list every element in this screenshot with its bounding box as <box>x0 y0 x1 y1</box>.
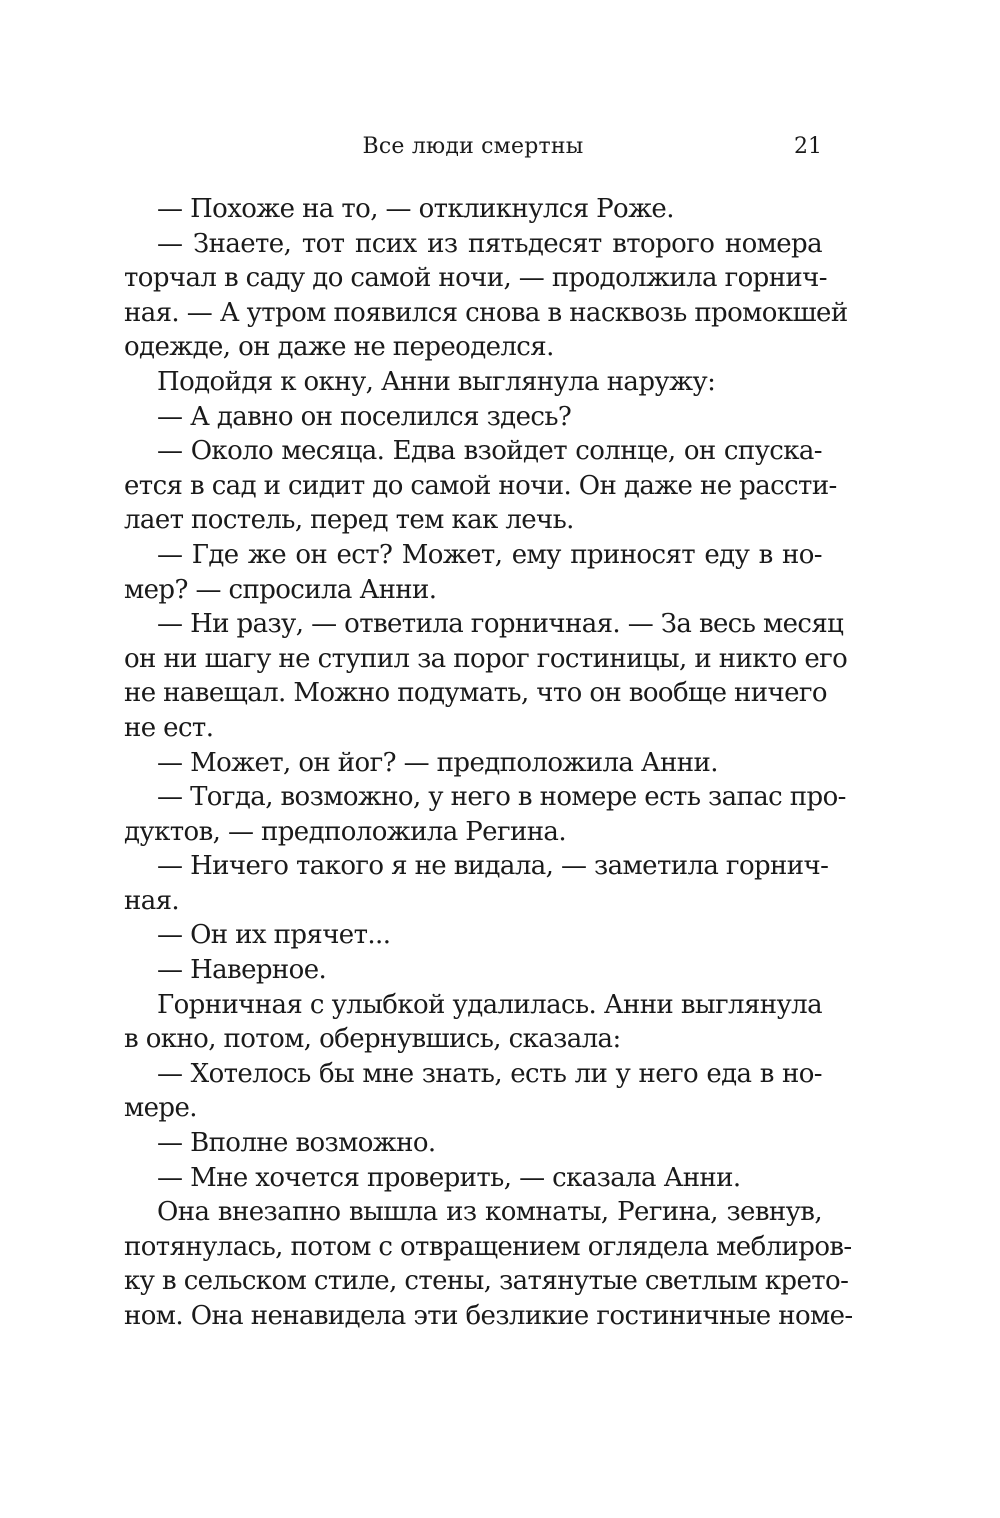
text-line: — Вполне возможно. <box>157 1128 436 1159</box>
text-line: ном. Она ненавидела эти безликие гостиничные номе- <box>124 1301 853 1331</box>
text-line: лает постель, перед тем как лечь. <box>124 505 574 536</box>
text-line: мере. <box>124 1093 197 1124</box>
body-text <box>124 192 853 1334</box>
text-line: одежде, он даже не переоделся. <box>124 332 554 363</box>
text-line: — Он их прячет... <box>157 920 391 951</box>
text-line: ная. — А утром появился снова в насквозь промокшей <box>124 297 848 328</box>
text-line: ется в сад и сидит до самой ночи. Он даже не рассти- <box>124 470 837 501</box>
text-line: — Хотелось бы мне знать, есть ли у него еда в но- <box>157 1058 822 1089</box>
text-line: — Ни разу, — ответила горничная. — За весь месяц <box>157 609 844 640</box>
text-line: — А давно он поселился здесь? <box>157 401 572 432</box>
text-line: — Около месяца. Едва взойдет солнце, он спуска- <box>157 436 822 467</box>
page-number: 21 <box>794 134 822 159</box>
text-line: — Тогда, возможно, у него в номере есть запас про- <box>157 782 846 813</box>
text-line: не ест. <box>124 712 214 743</box>
text-line: — Ничего такого я не видала, — заметила горнич- <box>157 851 829 882</box>
text-line: — Знаете, тот псих из пятьдесят второго номера <box>157 228 822 259</box>
text-line: торчал в саду до самой ночи, — продолжила горнич- <box>124 263 827 294</box>
running-head <box>124 134 822 164</box>
text-line: в окно, потом, обернувшись, сказала: <box>124 1024 621 1055</box>
text-line: он ни шагу не ступил за порог гостиницы, и никто его <box>124 643 848 674</box>
text-line: ная. <box>124 885 180 916</box>
text-line: — Может, он йог? — предположила Анни. <box>157 747 718 778</box>
text-line: — Мне хочется проверить, — сказала Анни. <box>157 1162 741 1193</box>
text-line: Она внезапно вышла из комнаты, Регина, зевнув, <box>157 1197 822 1228</box>
text-line: дуктов, — предположила Регина. <box>124 816 567 847</box>
text-line: Подойдя к окну, Анни выглянула наружу: <box>157 366 716 397</box>
text-line: потянулась, потом с отвращением оглядела меблиров- <box>124 1231 852 1262</box>
text-line: — Где же он ест? Может, ему приносят еду в но- <box>157 539 822 570</box>
text-line: мер? — спросила Анни. <box>124 574 437 605</box>
text-line: не навещал. Можно подумать, что он вообще ничего <box>124 678 827 709</box>
text-line: — Похоже на то, — откликнулся Роже. <box>157 194 674 224</box>
running-title: Все люди смертны <box>362 134 584 159</box>
text-line: — Наверное. <box>157 955 327 986</box>
text-line: ку в сельском стиле, стены, затянутые светлым крето- <box>124 1266 849 1297</box>
text-line: Горничная с улыбкой удалилась. Анни выглянула <box>157 989 822 1020</box>
